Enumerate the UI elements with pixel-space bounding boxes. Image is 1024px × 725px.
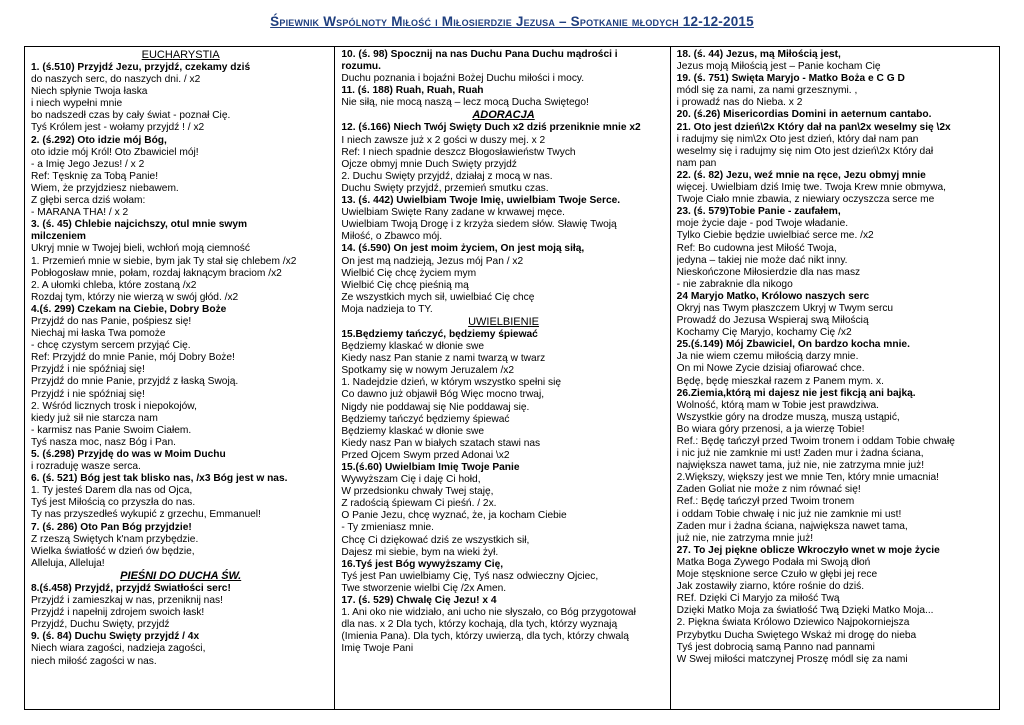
song-line: Przyjdź i nie spóźniaj się! [31, 364, 145, 376]
song-heading: rozumu. [341, 61, 381, 73]
song-line: Alleluja, Alleluja! [31, 557, 105, 569]
song-line: moje życie daje - pod Twoje władanie. [676, 218, 849, 230]
song-line: Nie siłą, nie mocą naszą – lecz mocą Ducha Świętego! [341, 97, 589, 109]
song-heading: 10. (ś. 98) Spocznij na nas Duchu Pana Duchu mądrości i [341, 49, 618, 60]
song-line: Jezus moją Miłością jest – Panie kocham Cię [676, 61, 881, 73]
song-line: Ref: Tęsknię za Tobą Panie! [31, 170, 159, 182]
song-heading: 18. (ś. 44) Jezus, mą Miłością jest, [676, 49, 841, 60]
song-line: 2. A ułomki chleba, które zostaną /x2 [31, 279, 197, 291]
song-heading: 6. (ś. 521) Bóg jest tak blisko nas, /x3 Bóg jest w nas. [31, 473, 288, 485]
song-line: - MARANA THA! / x 2 [31, 207, 129, 219]
song-line: nam pan [676, 157, 717, 169]
song-line: Wiem, że przyjdziesz niebawem. [31, 182, 179, 194]
song-line: Uwielbiam Twoją Drogę i z krzyża siedem słów. Sławię Twoją [341, 219, 617, 231]
song-line: Wielbić Cię chcę życiem mym [341, 267, 477, 279]
song-line: Wielbić Cię chcę pieśnią mą [341, 279, 469, 291]
song-line: największa nawet tama, już nie, nie zatrzyma mnie już! [676, 460, 925, 472]
song-line: Twe stworzenie wielbi Cię /2x Amen. [341, 582, 507, 594]
song-line: i oddam Tobie chwałę i nic już nie zamknie mi ust! [676, 508, 902, 520]
song-line: 1. Ty jesteś Darem dla nas od Ojca, [31, 485, 193, 497]
song-line: - a Imię Jego Jezus! / x 2 [31, 158, 145, 170]
song-heading: 3. (ś. 45) Chlebie najcichszy, otul mnie swym [31, 219, 248, 231]
song-line: Tyś nasza moc, nasz Bóg i Pan. [31, 436, 176, 448]
song-line: Żaden Goliat nie może z nim równać się! [676, 484, 861, 496]
song-line: Miłość, o Zbawco mój. [341, 231, 443, 243]
song-heading: 12. (ś.166) Niech Twój Święty Duch x2 dziś przeniknie mnie x2 [341, 122, 641, 134]
song-line: Bo wiara góry przenosi, a ja wierzę Tobie! [676, 423, 865, 435]
song-line: Wolność, którą mam w Tobie jest prawdziwa. [676, 399, 879, 411]
song-line: Ja nie wiem czemu miłością darzy mnie. [676, 351, 859, 363]
song-line: - karmisz nas Panie Swoim Ciałem. [31, 424, 192, 436]
song-heading: 9. (ś. 84) Duchu Święty przyjdź / 4x [31, 631, 200, 643]
song-line: więcej. Uwielbiam dziś Imię twe. Twoja Krew mnie obmywa, [676, 182, 946, 194]
song-line: Rozdaj tym, którzy nie wierzą w swój głód. /x2 [31, 291, 239, 303]
song-heading: 22. (ś. 82) Jezu, weź mnie na ręce, Jezu obmyj mnie [676, 169, 926, 181]
song-heading: 27. To Jej piękne oblicze Wkroczyło wnet w moje życie [676, 544, 940, 556]
song-line: i nic już nie zamknie mi ust! Żaden mur i żadna ściana, [676, 448, 924, 460]
song-line: kiedy już sił nie starcza nam [31, 412, 158, 424]
song-line: Chcę Ci dziękować dziś ze wszystkich sił, [341, 534, 530, 546]
song-line: W Swej miłości matczynej Proszę módl się za nami [676, 653, 908, 665]
song-line: I niech zawsze już x 2 gości w duszy mej. x 2 [341, 134, 546, 146]
song-line: On jest mą nadzieją, Jezus mój Pan / x2 [341, 255, 524, 267]
song-line: Imię Twoje Pani [341, 643, 414, 655]
song-line: O Panie Jezu, chcę wyznać, że, ja kocham Ciebie [341, 510, 567, 522]
song-line: weselmy się i radujmy się nim Oto jest dzień\2x Który dał [676, 145, 934, 157]
song-line: Nieskończone Miłosierdzie dla nas masz [676, 266, 861, 278]
song-line: Ref: I niech spadnie deszcz Błogosławieństw Twych [341, 146, 576, 158]
song-line: niech miłość zagości w nas. [31, 655, 157, 667]
song-line: Przyjdź i nie spóźniaj się! [31, 388, 145, 400]
song-heading: 19. (ś. 751) Święta Maryjo - Matko Boża e C G D [676, 73, 905, 85]
song-line: bo nadszedł czas by cały świat - poznał Cię. [31, 110, 231, 122]
song-line: Będziemy klaskać w dłonie swe [341, 425, 485, 437]
song-line: Spotkamy się w nowym Jeruzalem /x2 [341, 365, 515, 377]
song-line: Przyjdź i napełnij zdrojem swoich łask! [31, 607, 205, 619]
song-line: Matka Boga Żywego Podała mi Swoją dłoń [676, 556, 871, 568]
song-line: Będę, będę mieszkał razem z Panem mym. x. [676, 375, 884, 387]
song-line: Wielka światłość w dzień ów będzie, [31, 545, 195, 557]
song-line: (Imienia Pana). Dla tych, którzy uwierzą, dla tych, którzy chwalą [341, 631, 629, 643]
song-line: Ojcze obmyj mnie Duch Święty przyjdź [341, 158, 517, 170]
song-heading: 25.(ś.149) Mój Zbawiciel, On bardzo kocha mnie. [676, 339, 910, 351]
song-heading: 16.Tyś jest Bóg wywyższamy Cię, [341, 558, 504, 570]
song-line: już nie, nie zatrzyma mnie już! [676, 532, 814, 544]
song-heading: 15.Będziemy tańczyć, będziemy śpiewać [341, 328, 538, 340]
song-line: Przed Ojcem Swym przed Adonai \x2 [341, 449, 510, 461]
song-heading: 8.(ś.458) Przyjdź, przyjdź Światłości serc! [31, 582, 231, 594]
song-line: Ref.: Będę tańczył przed Twoim tronem [676, 496, 855, 508]
page-title: Śpiewnik Wspólnoty Miłość i Miłosierdzie Jezusa – Spotkanie młodych 12-12-2015 [270, 14, 754, 29]
section-heading: PIEŚNI DO DUCHA ŚW. [120, 569, 242, 582]
song-line: Tyś Królem jest - wołamy przyjdź ! / x2 [31, 122, 205, 134]
song-heading: 7. (ś. 286) Oto Pan Bóg przyjdzie! [31, 521, 192, 533]
song-line: - Ty zmieniasz mnie. [341, 522, 435, 534]
song-line: - chcę czystym sercem przyjąć Cię. [31, 340, 191, 352]
song-line: Wszystkie góry na drodze muszą, muszą ustąpić, [676, 411, 900, 423]
song-line: Niech spłynie Twoja łaska [31, 86, 148, 98]
song-line: i rozraduję wasze serca. [31, 461, 141, 473]
song-line: - nie zabraknie dla nikogo [676, 278, 793, 290]
song-line: Nigdy nie poddawaj się Nie poddawaj się. [341, 401, 530, 413]
column-1 [25, 47, 335, 709]
song-line: Co dawno już objawił Bóg Więc mocno trwaj, [341, 389, 545, 401]
song-heading: 4.(ś. 299) Czekam na Ciebie, Dobry Boże [31, 303, 227, 315]
song-line: 2.Większy, większy jest we mnie Ten, który mnie umacnia! [676, 472, 939, 484]
song-line: Kiedy nasz Pan w białych szatach stawi nas [341, 437, 541, 449]
song-line: 1. Przemień mnie w siebie, bym jak Ty stał się chlebem /x2 [31, 255, 297, 267]
song-line: Ref: Przyjdź do mnie Panie, mój Dobry Boże! [31, 352, 235, 364]
song-line: Twoje Ciało mnie zbawia, z niewiary oczyszcza serce me [676, 194, 935, 206]
song-line: Żaden mur i żadna ściana, największa nawet tama, [676, 520, 908, 532]
song-line: 1. Nadejdzie dzień, w którym wszystko spełni się [341, 377, 562, 389]
section-heading: ADORACJA [472, 109, 535, 122]
song-line: Tyś jest dobrocią samą Panno nad pannami [676, 641, 875, 653]
song-line: Będziemy tańczyć będziemy śpiewać [341, 413, 510, 425]
song-line: i niech wypełni mnie [31, 98, 123, 110]
song-line: W przedsionku chwały Twej staję, [341, 486, 494, 498]
song-line: Duchu poznania i bojaźni Bożej Duchu miłości i mocy. [341, 73, 585, 85]
song-line: Kiedy nasz Pan stanie z nami twarzą w twarz [341, 353, 546, 365]
song-heading: 5. (ś.298) Przyjdę do was w Moim Duchu [31, 449, 226, 460]
column-3 [671, 47, 999, 709]
song-line: Moja nadzieja to TY. [341, 303, 433, 315]
song-heading: 24 Maryjo Matko, Królowo naszych serc [676, 290, 870, 302]
song-line: Przyjdź, Duchu Święty, przyjdź [31, 619, 170, 631]
song-line: Ty nas przyszedłeś wykupić z grzechu, Emmanuel! [31, 509, 261, 521]
song-heading: 17. (ś. 529) Chwalę Cię Jezu! x 4 [341, 595, 497, 607]
song-line: 2. Wśród licznych trosk i niepokojów, [31, 400, 197, 412]
song-heading: 11. (ś. 188) Ruah, Ruah, Ruah [341, 85, 484, 97]
song-heading: 15.(ś.60) Uwielbiam Imię Twoje Panie [341, 462, 520, 473]
song-heading: 14. (ś.590) On jest moim życiem, On jest moją siłą, [341, 243, 585, 255]
song-line: Ref: Bo cudowna jest Miłość Twoja, [676, 242, 837, 254]
songbook-columns [24, 46, 1000, 710]
song-line: Prowadź do Jezusa Wspieraj swą Miłością [676, 315, 869, 327]
song-line: Wywyższam Cię i daję Ci hołd, [341, 474, 481, 486]
song-line: Niechaj mi łaska Twa pomoże [31, 328, 166, 340]
song-line: i radujmy się nim\2x Oto jest dzień, który dał nam pan [676, 133, 919, 145]
song-line: REf. Dzięki Ci Maryjo za miłość Twą [676, 593, 840, 605]
song-line: do naszych serc, do naszych dni. / x2 [31, 74, 201, 86]
song-line: Z rzeszą Świętych k'nam przybędzie. [31, 533, 199, 545]
song-line: Duchu Święty przyjdź, przemień smutku czas. [341, 182, 549, 194]
song-line: Ze wszystkich mych sił, uwielbiać Cię chcę [341, 291, 535, 303]
song-line: Kochamy Cię Maryjo, kochamy Cię /x2 [676, 327, 852, 339]
song-line: Ukryj mnie w Twojej bieli, wchłoń moją ciemność [31, 243, 250, 255]
song-line: 1. Ani oko nie widziało, ani ucho nie słyszało, co Bóg przygotował [341, 607, 636, 619]
song-line: Przyjdź do nas Panie, pośpiesz się! [31, 315, 192, 327]
song-heading: 1. (ś.510) Przyjdź Jezu, przyjdź, czekamy dziś [31, 62, 251, 73]
section-heading: EUCHARYSTIA [141, 49, 220, 61]
song-line: 2. Duchu Święty przyjdź, działaj z mocą w nas. [341, 170, 553, 182]
song-line: i prowadź nas do Nieba. x 2 [676, 97, 803, 109]
section-heading: UWIELBIENIE [468, 315, 539, 328]
song-line: Przybytku Ducha Świętego Wskaż mi drogę do nieba [676, 629, 917, 641]
song-line: Tyś jest Pan uwielbiamy Cię, Tyś nasz odwieczny Ojciec, [341, 570, 599, 582]
song-line: Z głębi serca dziś wołam: [31, 195, 146, 207]
song-line: Z radością śpiewam Ci pieśń. / 2x. [341, 498, 497, 510]
song-heading: 23. (ś. 579)Tobie Panie - zaufałem, [676, 206, 841, 218]
song-line: Okryj nas Twym płaszczem Ukryj w Twym sercu [676, 302, 894, 314]
song-heading: 2. (ś.292) Oto idzie mój Bóg, [31, 134, 167, 146]
song-line: Tyś jest Miłością co przyszła do nas. [31, 497, 196, 509]
song-line: Jak zostawiły ziarno, które rośnie do dziś. [676, 581, 865, 593]
column-2 [335, 47, 670, 709]
song-heading: 26.Ziemia,którą mi dajesz nie jest fikcją ani bajką. [676, 387, 916, 399]
song-heading: 20. (ś.26) Misericordias Domini in aeternum cantabo. [676, 109, 932, 121]
song-line: Moje stęsknione serce Czuło w głębi jej rece [676, 569, 878, 581]
song-line: On mi Nowe Życie dzisiaj ofiarować chce. [676, 363, 865, 375]
song-line: jedyna – takiej nie może dać nikt inny. [676, 254, 848, 266]
song-line: Pobłogosław mnie, połam, rozdaj łaknącym braciom /x2 [31, 267, 282, 279]
song-line: Tylko Ciebie będzie uwielbiać serce me. /x2 [676, 230, 874, 242]
song-line: Niech wiara zagości, nadzieja zagości, [31, 643, 206, 655]
song-line: Będziemy klaskać w dłonie swe [341, 341, 485, 353]
song-line: 2. Piękna świata Królowo Dziewico Najpokorniejsza [676, 617, 910, 629]
song-line: oto idzie mój Król! Oto Zbawiciel mój! [31, 146, 199, 158]
song-line: Ref.: Będę tańczył przed Twoim tronem i oddam Tobie chwałę [676, 436, 955, 447]
song-line: módl się za nami, za nami grzesznymi. , [676, 85, 858, 97]
song-line: Dzięki Matko Moja za światłość Twą Dzięki Matko Moja... [676, 605, 934, 617]
song-line: Przyjdź do mnie Panie, przyjdź z łaską Swoją. [31, 376, 239, 388]
song-heading: 21. Oto jest dzień\2x Który dał na pan\2x weselmy się \2x [676, 121, 951, 133]
song-line: Przyjdź i zamieszkaj w nas, przeniknij nas! [31, 595, 223, 607]
song-heading: milczeniem [31, 231, 86, 243]
song-line: Dajesz mi siebie, bym na wieki żył. [341, 546, 499, 558]
song-line: dla nas. x 2 Dla tych, którzy kochają, dla tych, którzy wyznają [341, 619, 618, 631]
song-line: Uwielbiam Święte Rany zadane w krwawej męce. [341, 207, 566, 219]
song-heading: 13. (ś. 442) Uwielbiam Twoje Imię, uwielbiam Twoje Serce. [341, 195, 621, 207]
